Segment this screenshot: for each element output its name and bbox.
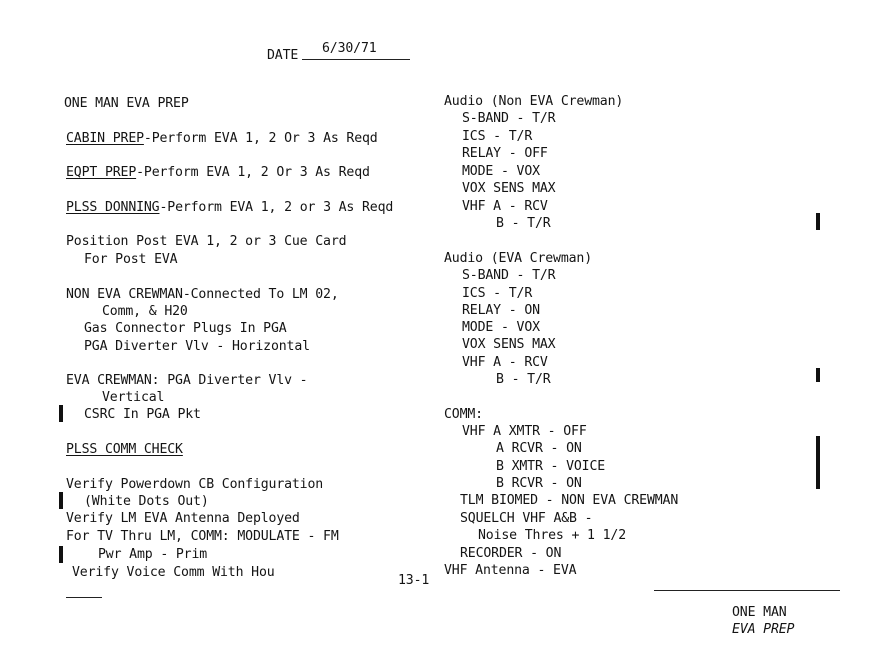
footer-tab-rule bbox=[654, 590, 840, 591]
audio-non-eva-item: S-BAND - T/R bbox=[462, 111, 556, 126]
audio-eva-item: MODE - VOX bbox=[462, 320, 540, 335]
verify-line-3: Verify LM EVA Antenna Deployed bbox=[66, 511, 300, 526]
procedure-title: ONE MAN EVA PREP bbox=[64, 96, 189, 111]
comm-item: RECORDER - ON bbox=[460, 546, 562, 561]
comm-item: TLM BIOMED - NON EVA CREWMAN bbox=[460, 493, 679, 508]
audio-non-eva-item: ICS - T/R bbox=[462, 129, 533, 144]
cabin-prep-line bbox=[66, 130, 378, 147]
eqpt-prep-text: -Perform EVA 1, 2 Or 3 As Reqd bbox=[136, 165, 370, 180]
change-bar bbox=[59, 405, 63, 422]
position-post-line-1: Position Post EVA 1, 2 or 3 Cue Card bbox=[66, 234, 347, 249]
verify-line-6: Verify Voice Comm With Hou bbox=[72, 565, 275, 580]
audio-eva-item: ICS - T/R bbox=[462, 286, 533, 301]
date-underline bbox=[302, 59, 410, 60]
audio-eva-item: B - T/R bbox=[496, 372, 551, 387]
position-post-line-2: For Post EVA bbox=[84, 252, 178, 267]
audio-non-eva-item: VHF A - RCV bbox=[462, 199, 548, 214]
comm-item: SQUELCH VHF A&B - bbox=[460, 511, 593, 526]
verify-line-5: Pwr Amp - Prim bbox=[98, 547, 208, 562]
left-footer-rule bbox=[66, 597, 102, 598]
audio-eva-item: S-BAND - T/R bbox=[462, 268, 556, 283]
comm-item: Noise Thres + 1 1/2 bbox=[478, 528, 627, 543]
verify-line-2: (White Dots Out) bbox=[84, 494, 209, 509]
comm-item: B RCVR - ON bbox=[496, 476, 582, 491]
audio-eva-heading: Audio (EVA Crewman) bbox=[444, 251, 593, 266]
change-bar bbox=[59, 492, 63, 509]
audio-non-eva-item: RELAY - OFF bbox=[462, 146, 548, 161]
comm-item: VHF Antenna - EVA bbox=[444, 563, 577, 578]
change-bar bbox=[816, 213, 820, 230]
non-eva-line-4: PGA Diverter Vlv - Horizontal bbox=[84, 339, 310, 354]
comm-item: B XMTR - VOICE bbox=[496, 459, 606, 474]
eva-crewman-line-2: Vertical bbox=[102, 390, 165, 405]
eva-crewman-line-3: CSRC In PGA Pkt bbox=[84, 407, 201, 422]
plss-donning-line bbox=[66, 199, 393, 216]
audio-non-eva-item: B - T/R bbox=[496, 216, 551, 231]
audio-eva-item: RELAY - ON bbox=[462, 303, 540, 318]
date-value: 6/30/71 bbox=[322, 41, 377, 56]
verify-line-4: For TV Thru LM, COMM: MODULATE - FM bbox=[66, 529, 339, 544]
comm-heading: COMM: bbox=[444, 407, 483, 422]
plss-donning-text: -Perform EVA 1, 2 or 3 As Reqd bbox=[159, 200, 394, 215]
change-bar bbox=[816, 436, 820, 489]
audio-non-eva-heading: Audio (Non EVA Crewman) bbox=[444, 94, 624, 109]
footer-tab-line-2: EVA PREP bbox=[732, 622, 795, 637]
plss-donning-heading: PLSS DONNING bbox=[66, 200, 160, 215]
cabin-prep-text: -Perform EVA 1, 2 Or 3 As Reqd bbox=[143, 131, 378, 146]
audio-non-eva-item: MODE - VOX bbox=[462, 164, 540, 179]
non-eva-line-3: Gas Connector Plugs In PGA bbox=[84, 321, 287, 336]
eqpt-prep-line bbox=[66, 164, 370, 181]
non-eva-line-1: NON EVA CREWMAN-Connected To LM 02, bbox=[66, 287, 339, 302]
comm-item: A RCVR - ON bbox=[496, 441, 582, 456]
audio-eva-item: VOX SENS MAX bbox=[462, 337, 556, 352]
change-bar bbox=[816, 368, 820, 382]
date-label: DATE bbox=[267, 48, 299, 63]
plss-comm-check-heading: PLSS COMM CHECK bbox=[66, 442, 183, 457]
audio-eva-item: VHF A - RCV bbox=[462, 355, 548, 370]
comm-item: VHF A XMTR - OFF bbox=[462, 424, 587, 439]
eqpt-prep-heading: EQPT PREP bbox=[66, 165, 137, 180]
eva-crewman-line-1: EVA CREWMAN: PGA Diverter Vlv - bbox=[66, 373, 308, 388]
audio-non-eva-item: VOX SENS MAX bbox=[462, 181, 556, 196]
page-number: 13-1 bbox=[398, 573, 430, 588]
footer-tab-line-1: ONE MAN bbox=[732, 605, 787, 620]
non-eva-line-2: Comm, & H20 bbox=[102, 304, 188, 319]
cabin-prep-heading: CABIN PREP bbox=[66, 131, 144, 146]
change-bar bbox=[59, 546, 63, 563]
verify-line-1: Verify Powerdown CB Configuration bbox=[66, 477, 324, 492]
